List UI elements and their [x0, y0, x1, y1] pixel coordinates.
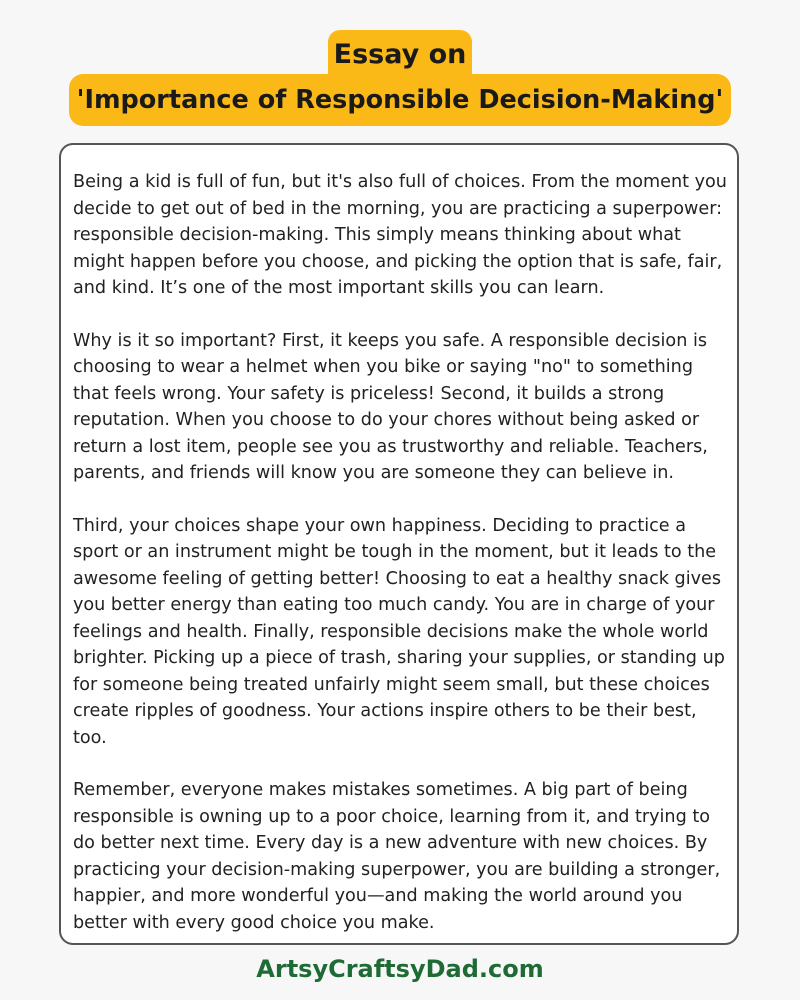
essay-paragraph-2: Why is it so important? First, it keeps you safe. A responsible decision is choosing to wear a helmet when you bike or saying "no" to something that feels wrong. Your safety is priceless! Second, it builds a strong reputation. When you choose to do your chores without being asked or return a lost item, people see you as trustworthy and reliable. Teachers, parents, and friends will know you are someone they can believe in. — [73, 330, 708, 483]
title-line-2: 'Importance of Responsible Decision-Making' — [69, 74, 731, 126]
essay-paragraph-1: Being a kid is full of fun, but it's also full of choices. From the moment you decide to get out of bed in the morning, you are practicing a superpower: responsible decision-making. This simply means thinking about what might happen before you choose, and picking the option that is safe, fair, and kind. It’s one of the most important skills you can learn. — [73, 172, 727, 298]
essay-card — [59, 143, 739, 945]
title-line-1: Essay on — [328, 30, 472, 80]
site-footer: ArtsyCraftsyDad.com — [256, 955, 544, 983]
essay-paragraph-3: Third, your choices shape your own happiness. Deciding to practice a sport or an instrument might be tough in the moment, but it leads to the awesome feeling of getting better! Choosing to eat a healthy snack gives you better energy than eating too much candy. You are in charge of your feelings and health. Finally, responsible decisions make the whole world brighter. Picking up a piece of trash, sharing your supplies, or standing up for someone being treated unfairly might seem small, but these choices create ripples of goodness. Your actions inspire others to be their best, too. — [73, 515, 725, 748]
essay-paragraph-4: Remember, everyone makes mistakes sometimes. A big part of being responsible is owning up to a poor choice, learning from it, and trying to do better next time. Every day is a new adventure with new choices. By practicing your decision-making superpower, you are building a stronger, happier, and more wonderful you—and making the world around you better with every good choice you make. — [73, 780, 721, 933]
title-banner — [0, 30, 800, 130]
